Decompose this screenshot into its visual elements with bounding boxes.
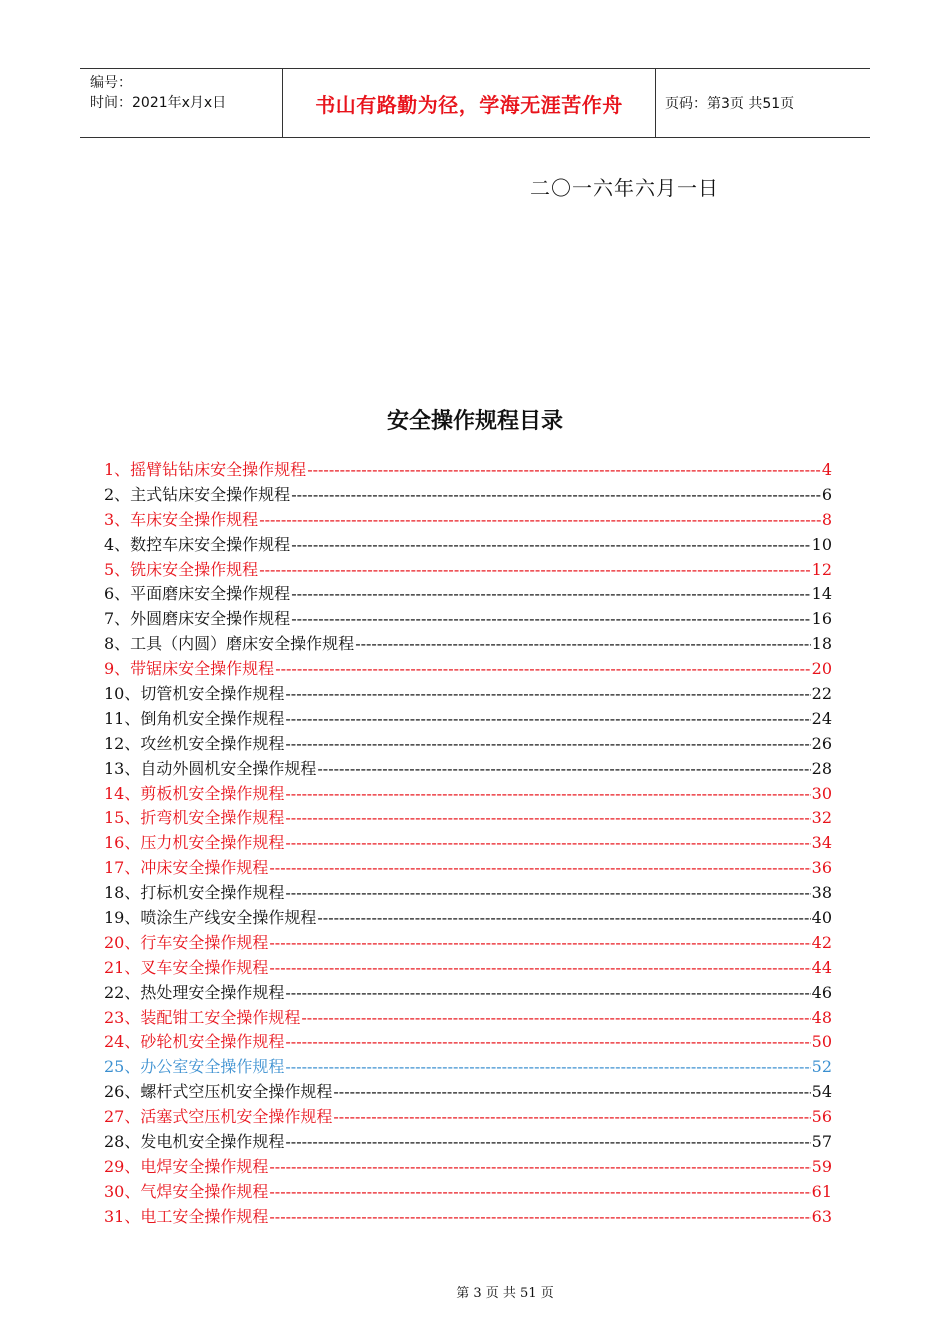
toc-entry-label: 29、电焊安全操作规程	[104, 1156, 269, 1176]
toc-entry-page: 52	[811, 1057, 832, 1077]
toc-entry[interactable]	[104, 1105, 832, 1130]
toc-leader-dashes	[317, 906, 810, 931]
number-label: 编号：	[90, 75, 132, 91]
toc-entry-page: 14	[811, 584, 832, 604]
toc-entry-page: 56	[811, 1107, 832, 1127]
toc-entry[interactable]	[104, 1055, 832, 1080]
toc-leader-dashes	[285, 1030, 810, 1055]
page-footer: 第 3 页 共 51 页	[456, 1286, 554, 1301]
toc-entry-label: 28、发电机安全操作规程	[104, 1132, 285, 1152]
toc-entry-label: 11、倒角机安全操作规程	[104, 708, 285, 728]
toc-entry-page: 8	[821, 509, 832, 529]
toc-leader-dashes	[285, 732, 810, 757]
page-title: 安全操作规程目录	[386, 409, 563, 434]
toc-leader-dashes	[285, 1130, 810, 1155]
toc-entry-page: 20	[811, 659, 832, 679]
toc-entry[interactable]	[104, 1205, 832, 1230]
toc-entry[interactable]	[104, 981, 832, 1006]
toc-entry-page: 42	[811, 932, 832, 952]
toc-entry[interactable]	[104, 757, 832, 782]
header-table	[80, 68, 870, 138]
toc-entry-page: 48	[811, 1007, 832, 1027]
toc-leader-dashes	[259, 508, 821, 533]
toc-entry-page: 36	[811, 858, 832, 878]
toc-entry-page: 16	[811, 609, 832, 629]
motto: 书山有路勤为径，学海无涯苦作舟	[315, 92, 623, 117]
toc-entry[interactable]	[104, 906, 832, 931]
toc-leader-dashes	[291, 533, 810, 558]
toc-leader-dashes	[285, 1055, 810, 1080]
toc-entry[interactable]	[104, 1155, 832, 1180]
toc-entry-page: 12	[811, 559, 832, 579]
toc-entry-label: 5、铣床安全操作规程	[104, 559, 259, 579]
toc-entry-label: 21、叉车安全操作规程	[104, 957, 269, 977]
toc-entry-page: 34	[811, 833, 832, 853]
toc-entry[interactable]	[104, 1030, 832, 1055]
toc-leader-dashes	[333, 1105, 810, 1130]
toc-entry-label: 19、喷涂生产线安全操作规程	[104, 908, 317, 928]
toc-entry-page: 40	[811, 908, 832, 928]
toc-entry[interactable]	[104, 732, 832, 757]
toc-entry-page: 30	[811, 783, 832, 803]
toc-entry-page: 6	[821, 484, 832, 504]
toc-leader-dashes	[259, 558, 810, 583]
toc-entry-label: 27、活塞式空压机安全操作规程	[104, 1107, 333, 1127]
toc-entry-page: 38	[811, 883, 832, 903]
toc-leader-dashes	[285, 981, 810, 1006]
toc-entry-label: 6、平面磨床安全操作规程	[104, 584, 291, 604]
toc-entry-label: 7、外圆磨床安全操作规程	[104, 609, 291, 629]
toc-entry-page: 32	[811, 808, 832, 828]
toc-entry-label: 4、数控车床安全操作规程	[104, 534, 291, 554]
toc-leader-dashes	[301, 1006, 810, 1031]
toc-entry-label: 23、装配钳工安全操作规程	[104, 1007, 301, 1027]
toc-entry-page: 63	[811, 1206, 832, 1226]
toc-leader-dashes	[269, 1205, 810, 1230]
toc-entry-label: 8、工具（内圆）磨床安全操作规程	[104, 634, 355, 654]
toc-entry-label: 13、自动外圆机安全操作规程	[104, 758, 317, 778]
toc-leader-dashes	[275, 657, 810, 682]
toc-entry[interactable]	[104, 931, 832, 956]
toc-entry-page: 28	[811, 758, 832, 778]
table-of-contents	[104, 458, 832, 1230]
toc-entry-label: 17、冲床安全操作规程	[104, 858, 269, 878]
toc-entry[interactable]	[104, 707, 832, 732]
toc-entry[interactable]	[104, 508, 832, 533]
toc-entry-label: 15、折弯机安全操作规程	[104, 808, 285, 828]
toc-leader-dashes	[291, 582, 810, 607]
toc-leader-dashes	[285, 707, 810, 732]
toc-entry[interactable]	[104, 458, 832, 483]
toc-entry-label: 26、螺杆式空压机安全操作规程	[104, 1082, 333, 1102]
toc-entry-page: 59	[811, 1156, 832, 1176]
toc-entry[interactable]	[104, 657, 832, 682]
toc-entry-page: 61	[811, 1181, 832, 1201]
toc-entry[interactable]	[104, 533, 832, 558]
toc-entry-page: 50	[811, 1032, 832, 1052]
toc-leader-dashes	[355, 632, 810, 657]
toc-entry[interactable]	[104, 632, 832, 657]
toc-entry-label: 14、剪板机安全操作规程	[104, 783, 285, 803]
toc-entry[interactable]	[104, 1180, 832, 1205]
toc-entry[interactable]	[104, 607, 832, 632]
toc-leader-dashes	[307, 458, 821, 483]
toc-entry-label: 18、打标机安全操作规程	[104, 883, 285, 903]
toc-leader-dashes	[317, 757, 810, 782]
toc-entry[interactable]	[104, 782, 832, 807]
document-date: 二〇一六年六月一日	[530, 176, 719, 200]
toc-entry-label: 10、切管机安全操作规程	[104, 684, 285, 704]
toc-entry-label: 1、摇臂钻钻床安全操作规程	[104, 460, 307, 479]
toc-leader-dashes	[269, 1155, 810, 1180]
toc-entry[interactable]	[104, 881, 832, 906]
toc-entry[interactable]	[104, 956, 832, 981]
toc-entry-page: 44	[811, 957, 832, 977]
toc-entry[interactable]	[104, 806, 832, 831]
toc-entry[interactable]	[104, 856, 832, 881]
header-page-cell	[655, 69, 870, 137]
toc-entry-label: 24、砂轮机安全操作规程	[104, 1032, 285, 1052]
toc-entry-page: 10	[811, 534, 832, 554]
toc-entry-label: 2、主式钻床安全操作规程	[104, 484, 291, 504]
toc-leader-dashes	[285, 782, 810, 807]
toc-leader-dashes	[269, 956, 810, 981]
header-meta	[80, 69, 282, 137]
toc-leader-dashes	[269, 1180, 810, 1205]
toc-entry-page: 24	[811, 708, 832, 728]
toc-entry-page: 46	[811, 982, 832, 1002]
time-label: 时间：2021年x月x日	[90, 95, 227, 111]
toc-entry-page: 57	[811, 1132, 832, 1152]
page-info: 页码：第3页 共51页	[665, 96, 795, 112]
toc-entry[interactable]	[104, 1006, 832, 1031]
toc-entry-page: 4	[821, 460, 832, 479]
toc-leader-dashes	[285, 682, 810, 707]
toc-entry-page: 26	[811, 733, 832, 753]
toc-entry-label: 12、攻丝机安全操作规程	[104, 733, 285, 753]
toc-leader-dashes	[285, 881, 810, 906]
toc-leader-dashes	[285, 831, 810, 856]
toc-entry[interactable]	[104, 831, 832, 856]
toc-entry[interactable]	[104, 1080, 832, 1105]
toc-leader-dashes	[291, 607, 810, 632]
toc-entry-page: 18	[811, 634, 832, 654]
toc-entry-page: 54	[811, 1082, 832, 1102]
toc-entry-label: 30、气焊安全操作规程	[104, 1181, 269, 1201]
toc-entry[interactable]	[104, 1130, 832, 1155]
toc-entry-label: 20、行车安全操作规程	[104, 932, 269, 952]
header-motto-cell	[282, 69, 656, 137]
toc-entry[interactable]	[104, 558, 832, 583]
toc-entry-label: 9、带锯床安全操作规程	[104, 659, 275, 679]
toc-entry-label: 22、热处理安全操作规程	[104, 982, 285, 1002]
toc-leader-dashes	[285, 806, 810, 831]
toc-entry-label: 16、压力机安全操作规程	[104, 833, 285, 853]
toc-leader-dashes	[291, 483, 821, 508]
toc-leader-dashes	[333, 1080, 810, 1105]
toc-leader-dashes	[269, 856, 810, 881]
toc-entry-label: 31、电工安全操作规程	[104, 1206, 269, 1226]
toc-entry[interactable]	[104, 582, 832, 607]
toc-leader-dashes	[269, 931, 810, 956]
toc-entry[interactable]	[104, 682, 832, 707]
toc-entry-label: 3、车床安全操作规程	[104, 509, 259, 529]
toc-entry-page: 22	[811, 684, 832, 704]
toc-entry[interactable]	[104, 483, 832, 508]
toc-entry-label: 25、办公室安全操作规程	[104, 1057, 285, 1077]
